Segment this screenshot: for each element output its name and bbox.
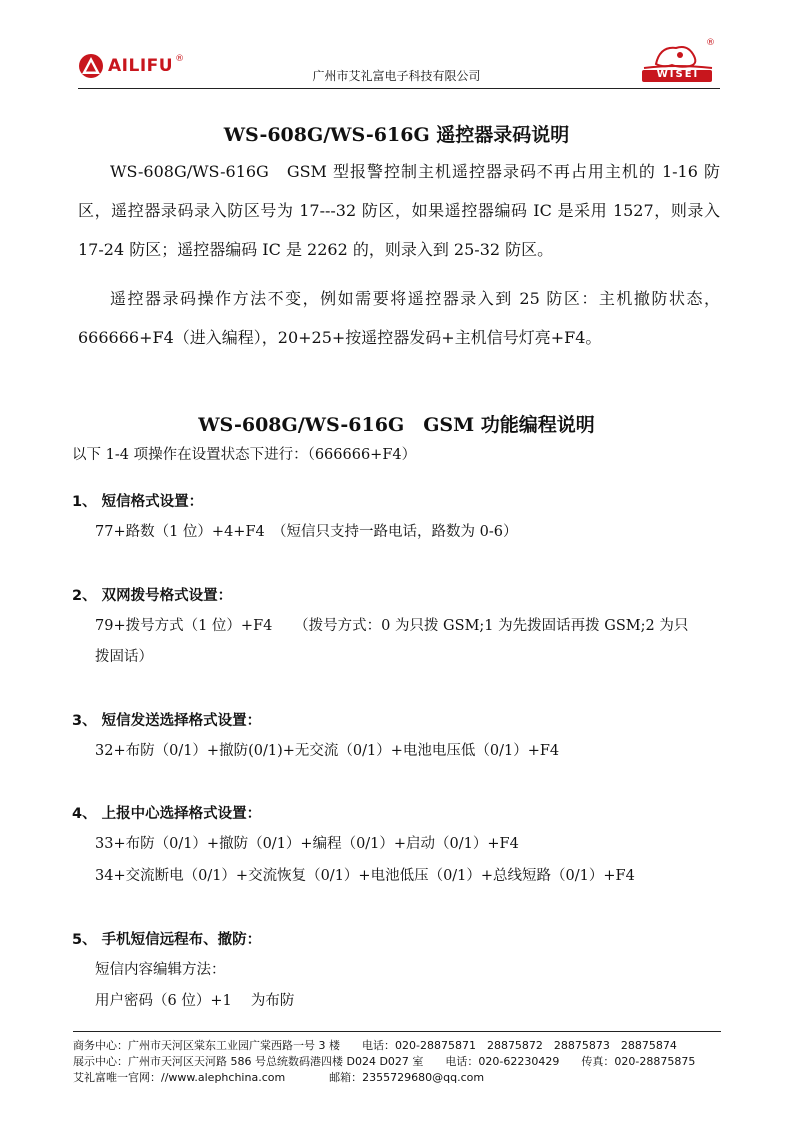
item-heading: 4、 上报中心选择格式设置： xyxy=(72,806,262,822)
item-line: 32+布防（0/1）+撤防(0/1)+无交流（0/1）+电池电压低（0/1）+F4 xyxy=(95,743,560,759)
footer-website-email: 艾礼富唯一官网：//www.alephchina.com 邮箱：2355729680@qq.com xyxy=(73,1071,485,1084)
item-heading: 2、 双网拨号格式设置： xyxy=(72,588,233,604)
registered-mark: ® xyxy=(706,38,715,48)
item-heading: 1、 短信格式设置： xyxy=(72,494,204,510)
item-line: 短信内容编辑方法： xyxy=(95,962,226,978)
item-heading: 5、 手机短信远程布、撤防： xyxy=(72,932,262,948)
footer-showroom: 展示中心：广州市天河区天河路 586 号总统数码港四楼 D024 D027 室 电话：020-62230429 传真：020-28875875 xyxy=(73,1055,696,1068)
footer-divider xyxy=(73,1031,721,1032)
paragraph-remote-coding: WS-608G/WS-616G GSM 型报警控制主机遥控器录码不再占用主机的 1-16 防区，遥控器录码录入防区号为 17---32 防区，如果遥控器编码 IC 是采用 1527，则录入 17-24 防区；遥控器编码 IC 是 2262 的，则录入到 25-32 防区。 xyxy=(78,162,720,259)
paragraph-remote-operation: 遥控器录码操作方法不变，例如需要将遥控器录入到 25 防区：主机撤防状态，666666+F4（进入编程），20+25+按遥控器发码+主机信号灯亮+F4。 xyxy=(78,289,720,347)
section-title-remote-coding: WS-608G/WS-616G 遥控器录码说明 xyxy=(223,124,570,146)
item-line: 34+交流断电（0/1）+交流恢复（0/1）+电池低压（0/1）+总线短路（0/1）+F4 xyxy=(95,868,635,884)
item-line: 拨固话） xyxy=(95,649,153,665)
item-heading: 3、 短信发送选择格式设置： xyxy=(72,713,262,729)
wisei-logo-text: WISEI xyxy=(656,69,700,80)
registered-mark: ® xyxy=(175,54,185,64)
section-title-gsm-programming: WS-608G/WS-616G GSM 功能编程说明 xyxy=(198,414,595,436)
item-line: 33+布防（0/1）+撤防（0/1）+编程（0/1）+启动（0/1）+F4 xyxy=(95,836,519,852)
item-line: 77+路数（1 位）+4+F4 （短信只支持一路电话，路数为 0-6） xyxy=(95,524,518,540)
company-name: 广州市艾礼富电子科技有限公司 xyxy=(312,69,481,83)
footer-business-center: 商务中心：广州市天河区棠东工业园广棠西路一号 3 楼 电话：020-28875871 28875872 28875873 28875874 xyxy=(73,1039,677,1052)
intro-line: 以下 1-4 项操作在设置状态下进行：（666666+F4） xyxy=(72,447,417,463)
item-line: 79+拨号方式（1 位）+F4 （拨号方式：0 为只拨 GSM;1 为先拨固话再拨 GSM;2 为只 xyxy=(95,618,689,634)
ailifu-logo-text: AILIFU xyxy=(108,56,174,76)
header-divider xyxy=(78,88,720,89)
item-line: 用户密码（6 位）+1 为布防 xyxy=(95,993,295,1009)
wisei-logo xyxy=(636,38,718,86)
